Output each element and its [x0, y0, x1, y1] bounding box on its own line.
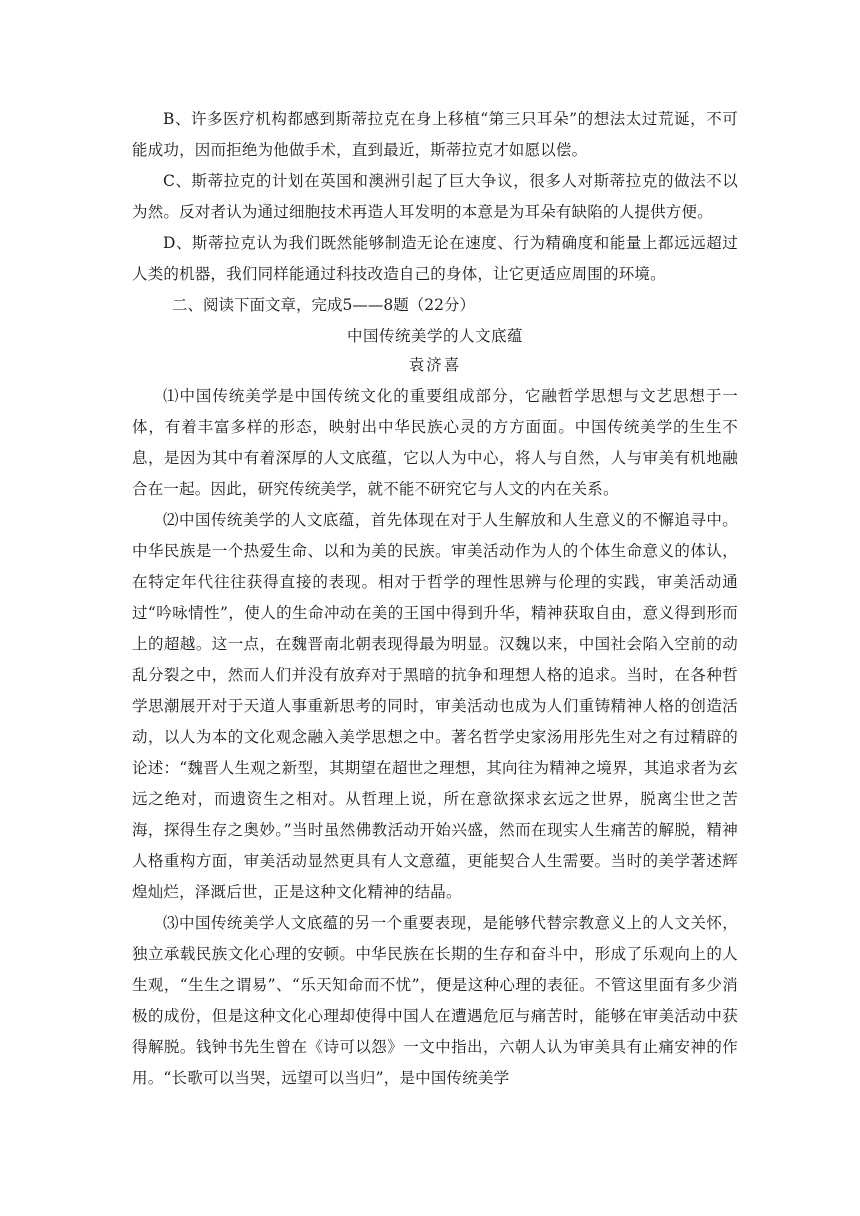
article-author: 袁济喜: [408, 356, 462, 374]
option-c: C、斯蒂拉克的计划在英国和澳洲引起了巨大争议，很多人对斯蒂拉克的做法不以为然。反对者认为通过细胞技术再造人耳发明的本意是为耳朵有缺陷的人提供方便。: [132, 172, 738, 221]
article-paragraph-1: ⑴中国传统美学是中国传统文化的重要组成部分，它融哲学思想与文艺思想于一体，有着丰富多样的形态，映射出中华民族心灵的方方面面。中国传统美学的生生不息，是因为其中有着深厚的人文底蕴，它以人为中心，将人与自然，人与审美有机地融合在一起。因此，研究传统美学，就不能不研究它与人文的内在关系。: [132, 387, 738, 498]
section-heading: 二、阅读下面文章，完成5——8题（22分）: [172, 296, 475, 314]
article-title: 中国传统美学的人文底蕴: [346, 327, 523, 345]
option-d: D、斯蒂拉克认为我们既然能够制造无论在速度、行为精确度和能量上都远远超过人类的机器，我们同样能通过科技改造自己的身体，让它更适应周围的环境。: [132, 234, 738, 283]
article-paragraph-3: ⑶中国传统美学人文底蕴的另一个重要表现，是能够代替宗教意义上的人文关怀，独立承载民族文化心理的安顿。中华民族在长期的生存和奋斗中，形成了乐观向上的人生观，“生生之谓易”、“乐天知命而不忧”，便是这种心理的表征。不管这里面有多少消极的成份，但是这种文化心理却使得中国人在遭遇危厄与痛苦时，能够在审美活动中获得解脱。钱钟书先生曾在《诗可以怨》一文中指出，六朝人认为审美具有止痛安神的作用。“长歌可以当哭，远望可以当归”，是中国传统美学: [132, 914, 738, 1087]
option-b: B、许多医疗机构都感到斯蒂拉克在身上移植“第三只耳朵”的想法太过荒诞，不可能成功，因而拒绝为他做手术，直到最近，斯蒂拉克才如愿以偿。: [132, 110, 738, 159]
document-page: [132, 104, 738, 1094]
article-paragraph-2: ⑵中国传统美学的人文底蕴，首先体现在对于人生解放和人生意义的不懈追寻中。中华民族是一个热爱生命、以和为美的民族。审美活动作为人的个体生命意义的体认，在特定年代往往获得直接的表现。相对于哲学的理性思辨与伦理的实践，审美活动通过“吟咏情性”，使人的生命冲动在美的王国中得到升华，精神获取自由，意义得到形而上的超越。这一点，在魏晋南北朝表现得最为明显。汉魏以来，中国社会陷入空前的动乱分裂之中，然而人们并没有放弃对于黑暗的抗争和理想人格的追求。当时，在各种哲学思潮展开对于天道人事重新思考的同时，审美活动也成为人们重铸精神人格的创造活动，以人为本的文化观念融入美学思想之中。著名哲学史家汤用彤先生对之有过精辟的论述：“魏晋人生观之新型，其期望在超世之理想，其向往为精神之境界，其追求者为玄远之绝对，而遗资生之相对。从哲理上说，所在意欲探求玄远之世界，脱离尘世之苦海，探得生存之奥妙。”当时虽然佛教活动开始兴盛，然而在现实人生痛苦的解脱，精神人格重构方面，审美活动显然更具有人文意蕴，更能契合人生需要。当时的美学著述辉煌灿烂，泽溉后世，正是这种文化精神的结晶。: [132, 511, 738, 901]
